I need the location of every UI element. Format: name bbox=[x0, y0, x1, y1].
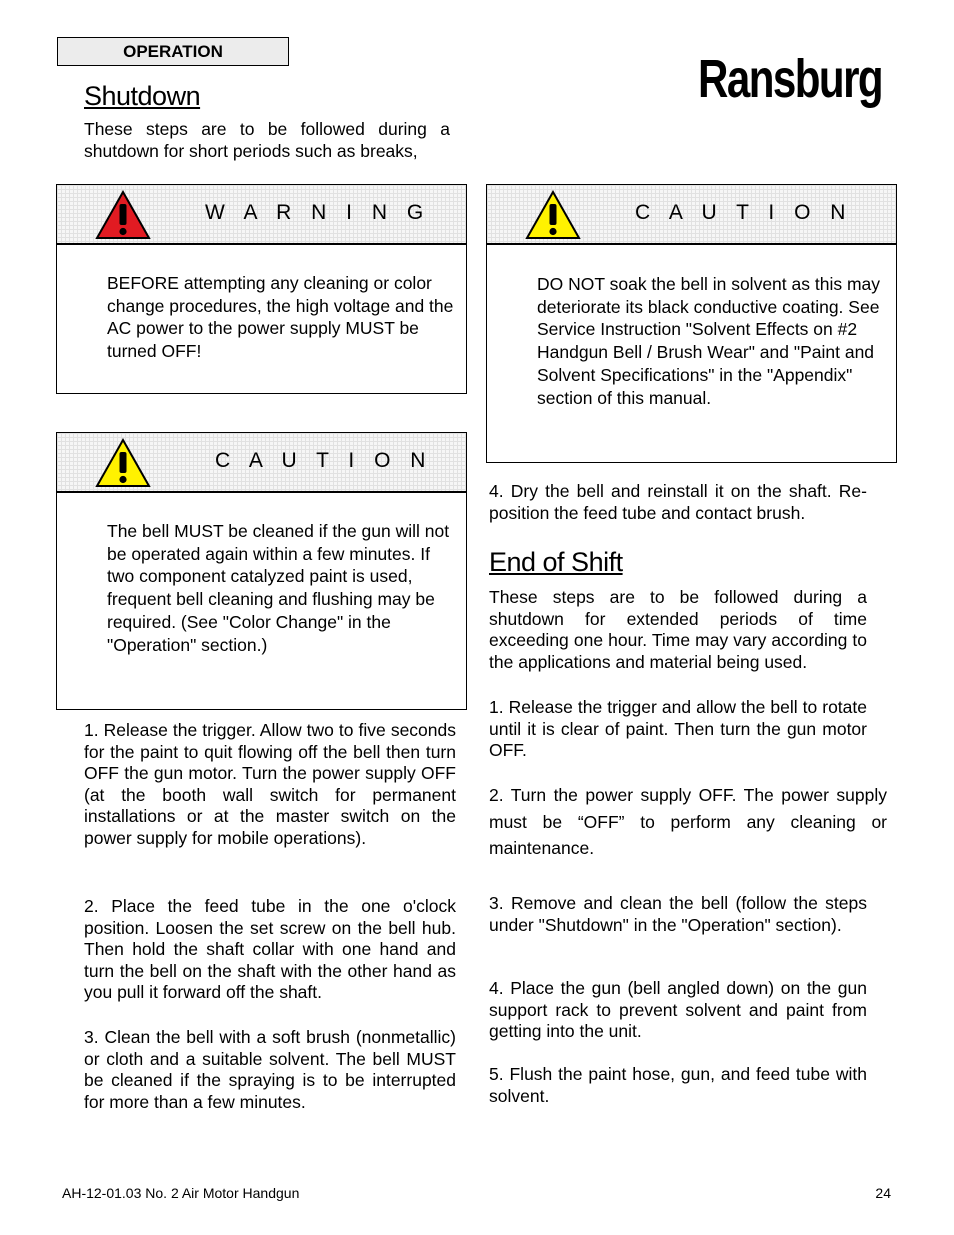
section-label: OPERATION bbox=[57, 37, 289, 66]
end-of-shift-heading: End of Shift bbox=[489, 547, 623, 577]
warning-text: BEFORE attempting any cleaning or color change procedures, the high voltage and the AC power to the power supply MUST be turned OFF! bbox=[107, 273, 454, 362]
ransburg-logo: Ransburg bbox=[698, 49, 883, 109]
caution-text-left: The bell MUST be cleaned if the gun will not be operated again within a few minutes. If two component catalyzed paint is used, frequent bell cleaning and flushing may be required. (See "Color Change" in the "Operation" section.) bbox=[107, 521, 450, 655]
warning-box bbox=[56, 184, 467, 394]
caution-box-left-header bbox=[57, 433, 466, 493]
caution-box-left bbox=[56, 432, 467, 710]
caution-box-right bbox=[486, 184, 897, 463]
end-of-shift-step-1: 1. Release the trigger and allow the bell to rotate until it is clear of paint. Then turn the gun motor OFF. bbox=[489, 697, 867, 761]
end-of-shift-step-3: 3. Remove and clean the bell (follow the steps under "Shutdown" in the "Operation" section). bbox=[489, 893, 867, 935]
warning-box-header bbox=[57, 185, 466, 245]
caution-text-right: DO NOT soak the bell in solvent as this may deteriorate its black conductive coating. See Service Instruction "Solvent Effects on #2 Handgun Bell / Brush Wear" and "Paint and Solvent Specifications" in the "Appendix" section of this manual. bbox=[537, 274, 881, 408]
caution-box-right-header bbox=[487, 185, 896, 245]
shutdown-step-2: 2. Place the feed tube in the one o'clock position. Loosen the set screw on the bell hub. Then hold the shaft collar with one hand and turn the bell on the shaft with the other hand as you pull it forward off the shaft. bbox=[84, 896, 456, 1003]
end-of-shift-step-4: 4. Place the gun (bell angled down) on the gun support rack to prevent solvent and paint from getting into the unit. bbox=[489, 978, 867, 1042]
caution-triangle-icon bbox=[95, 438, 151, 488]
footer-page-number: 24 bbox=[875, 1185, 891, 1201]
caution-title-right: C A U T I O N bbox=[635, 201, 853, 224]
shutdown-intro: These steps are to be followed during a shutdown for short periods such as breaks, bbox=[84, 119, 450, 161]
warning-triangle-icon bbox=[95, 190, 151, 240]
footer-doc-id: AH-12-01.03 No. 2 Air Motor Handgun bbox=[62, 1185, 300, 1201]
warning-title: W A R N I N G bbox=[205, 201, 431, 224]
shutdown-step-3: 3. Clean the bell with a soft brush (nonmetallic) or cloth and a suitable solvent. The bell MUST be cleaned if the spraying is to be interrupted for more than a few minutes. bbox=[84, 1027, 456, 1112]
end-of-shift-step-2: 2. Turn the power supply OFF. The power supply must be “OFF” to perform any cleaning or maintenance. bbox=[489, 785, 887, 858]
end-of-shift-step-5: 5. Flush the paint hose, gun, and feed tube with solvent. bbox=[489, 1064, 867, 1106]
end-of-shift-intro: These steps are to be followed during a shutdown for extended periods of time exceeding one hour. Time may vary according to the applications and material being used. bbox=[489, 587, 867, 672]
caution-title-left: C A U T I O N bbox=[215, 449, 433, 472]
shutdown-step-4: 4. Dry the bell and reinstall it on the shaft. Re-position the feed tube and contact brush. bbox=[489, 481, 867, 523]
caution-triangle-icon bbox=[525, 190, 581, 240]
shutdown-heading: Shutdown bbox=[84, 81, 201, 111]
shutdown-step-1: 1. Release the trigger. Allow two to five seconds for the paint to quit flowing off the bell then turn OFF the gun motor. Turn the power supply OFF (at the booth wall switch for permanent installations or at the master switch on the power supply for mobile operations). bbox=[84, 720, 456, 848]
